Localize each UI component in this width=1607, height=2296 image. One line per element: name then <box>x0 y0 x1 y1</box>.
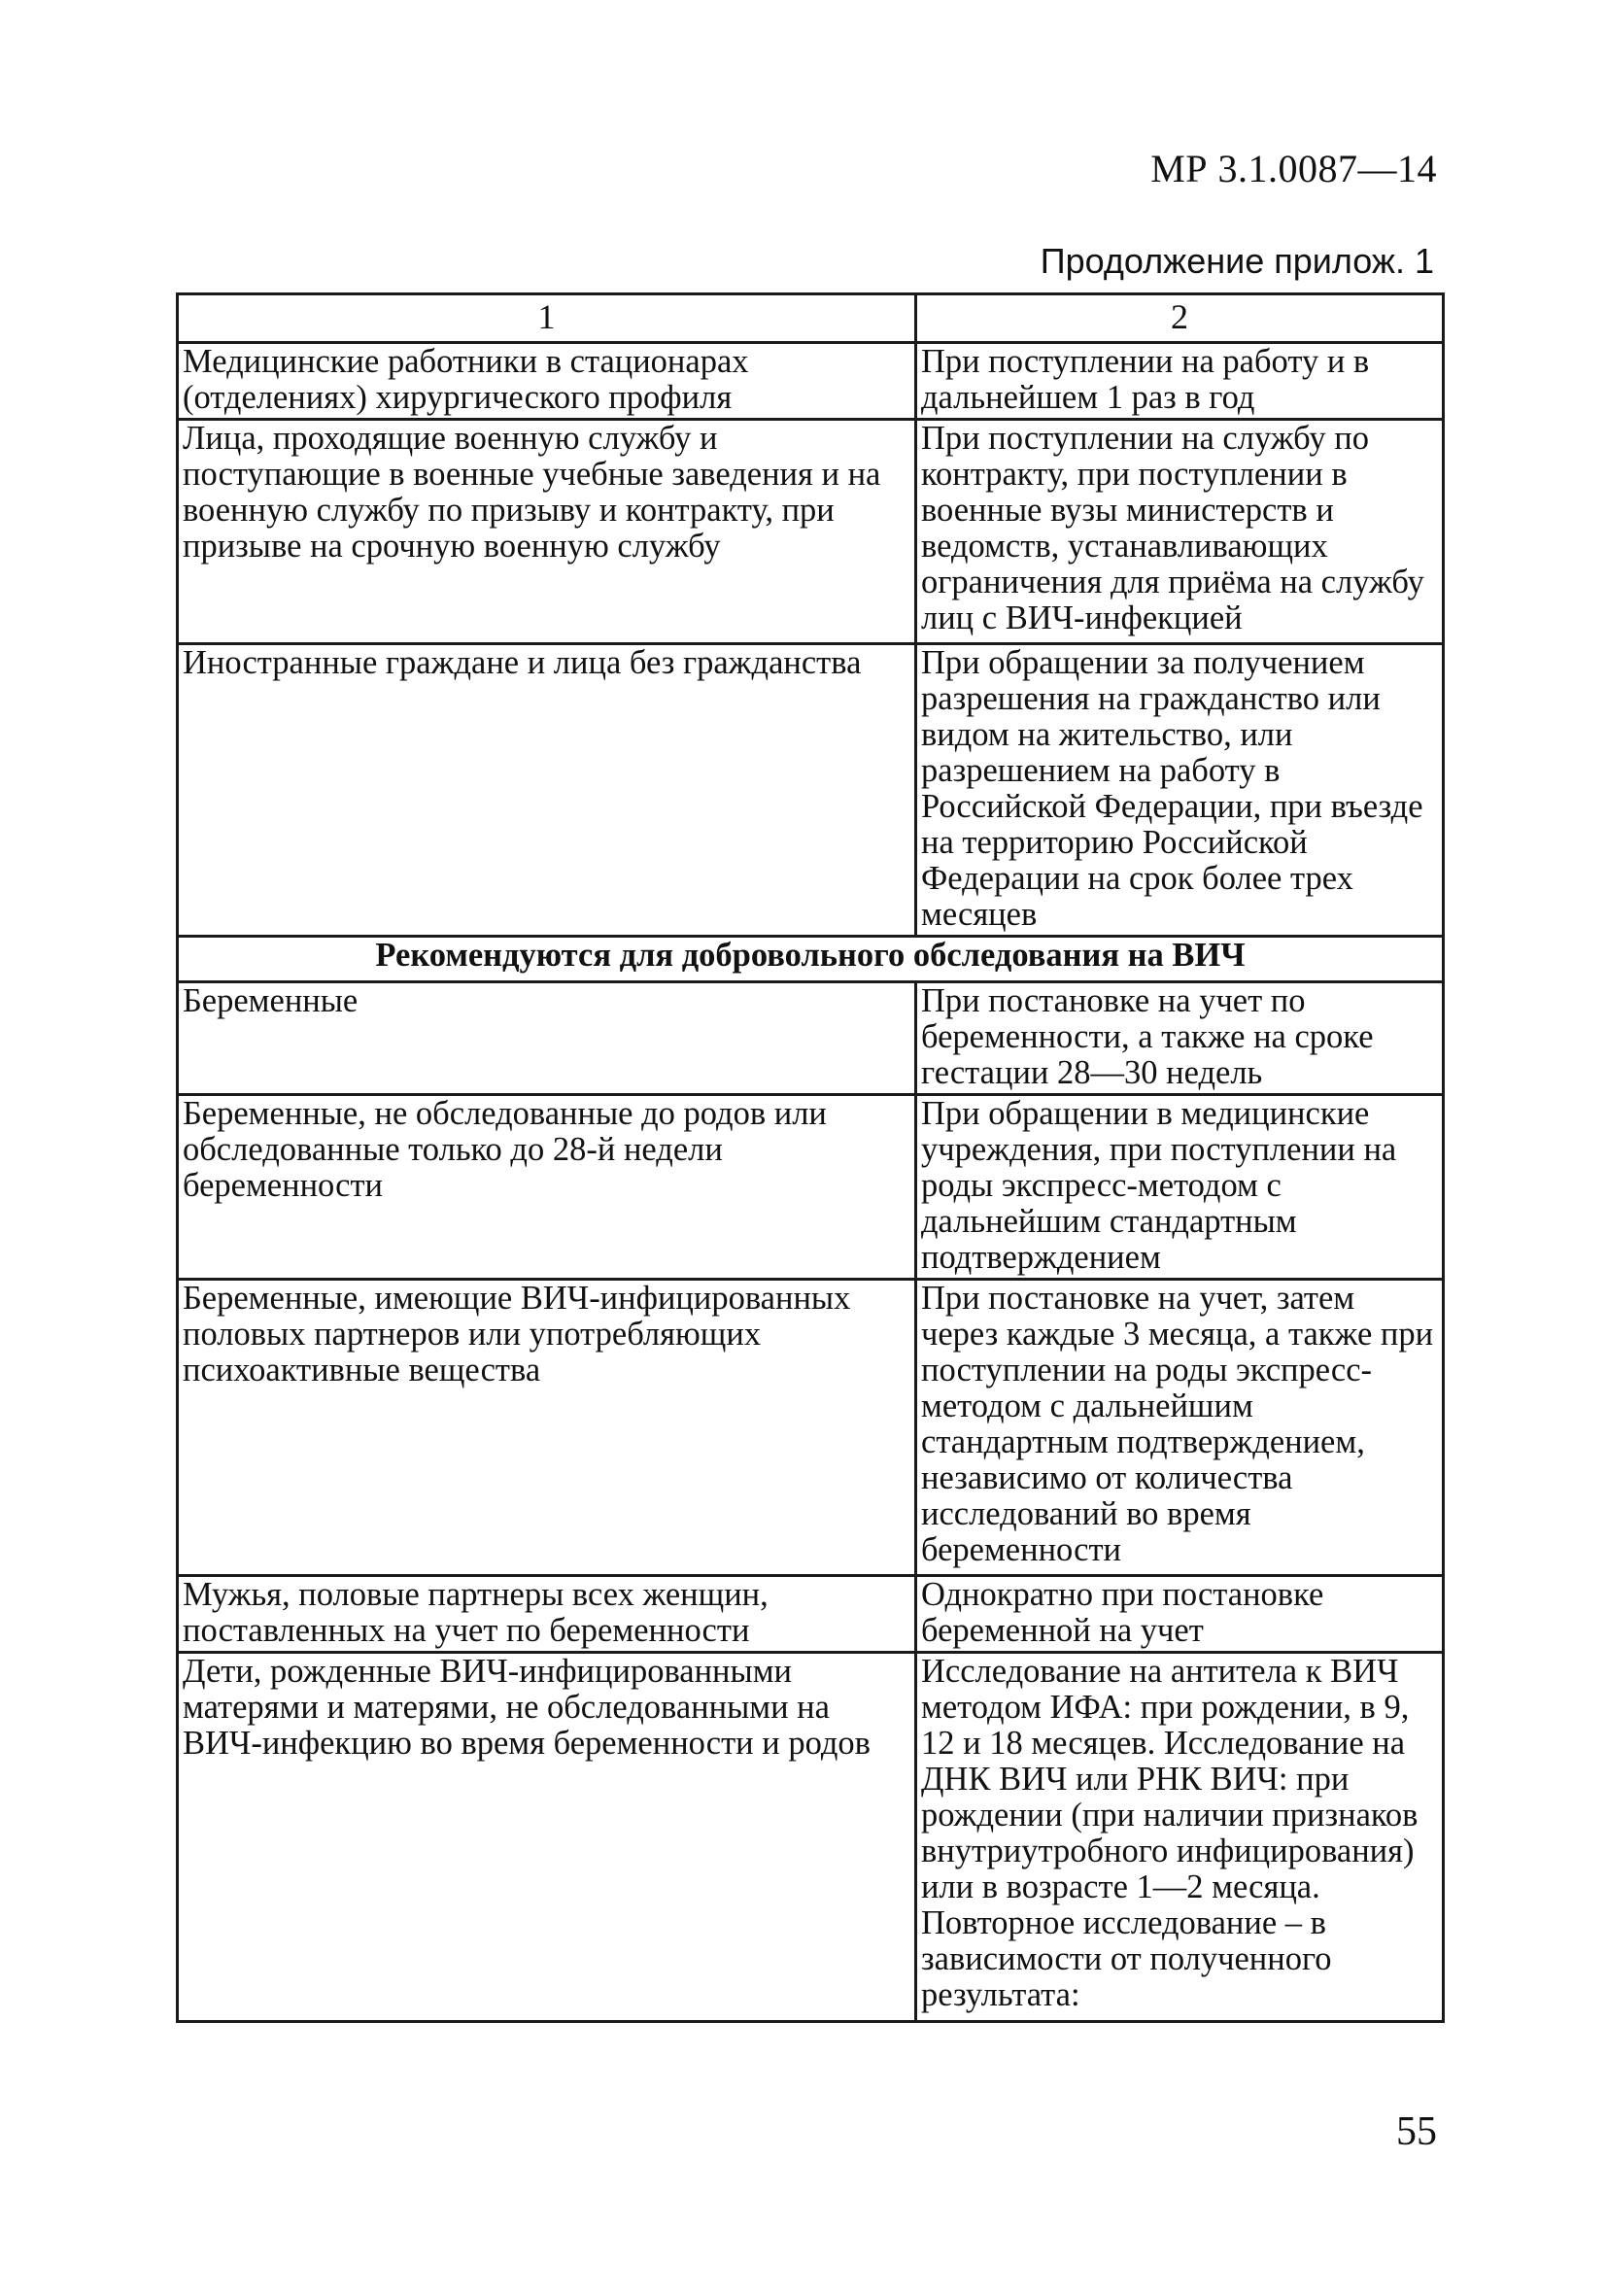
screening-table <box>176 292 1445 2023</box>
population-cell: Беременные, имеющие ВИЧ-инфицированных половых партнеров или употребляющих психоактивные вещества <box>178 1280 916 1576</box>
population-cell: Беременные <box>178 982 916 1095</box>
population-cell: Иностранные граждане и лица без гражданства <box>178 644 916 937</box>
table-row <box>178 1095 1444 1280</box>
section-title: Рекомендуются для добровольного обследования на ВИЧ <box>178 937 1444 982</box>
timing-cell: При обращении в медицинские учреждения, при поступлении на роды экспресс-методом с дальнейшим стандартным подтверждением <box>916 1095 1444 1280</box>
timing-cell: При поступлении на службу по контракту, при поступлении в военные вузы министерств и ведомств, устанавливающих ограничения для приёма на службу лиц с ВИЧ-инфекцией <box>916 420 1444 644</box>
table-row <box>178 343 1444 420</box>
population-cell: Дети, рожденные ВИЧ-инфицированными матерями и матерями, не обследованными на ВИЧ-инфекцию во время беременности и родов <box>178 1653 916 2022</box>
timing-cell: Однократно при постановке беременной на учет <box>916 1576 1444 1653</box>
page-number: 55 <box>1396 2109 1437 2154</box>
population-cell: Беременные, не обследованные до родов или обследованные только до 28-й недели беременности <box>178 1095 916 1280</box>
appendix-continuation-label: Продолжение прилож. 1 <box>1040 241 1434 281</box>
table-row <box>178 644 1444 937</box>
column-header-2: 2 <box>916 294 1444 343</box>
table-row <box>178 420 1444 644</box>
timing-cell: Исследование на антитела к ВИЧ методом ИФА: при рождении, в 9, 12 и 18 месяцев. Исследование на ДНК ВИЧ или РНК ВИЧ: при рождении (при наличии признаков внутриутробного инфицирования) или в возрасте 1—2 месяца. Повторное исследование – в зависимости от полученного результата: <box>916 1653 1444 2022</box>
section-header-row <box>178 937 1444 982</box>
timing-cell: При поступлении на работу и в дальнейшем 1 раз в год <box>916 343 1444 420</box>
table-header-row <box>178 294 1444 343</box>
table-row <box>178 1280 1444 1576</box>
table-row <box>178 982 1444 1095</box>
population-cell: Медицинские работники в стационарах (отделениях) хирургического профиля <box>178 343 916 420</box>
timing-cell: При обращении за получением разрешения на гражданство или видом на жительство, или разрешением на работу в Российской Федерации, при въезде на территорию Российской Федерации на срок более трех месяцев <box>916 644 1444 937</box>
document-code: МР 3.1.0087—14 <box>1150 147 1437 190</box>
population-cell: Лица, проходящие военную службу и поступающие в военные учебные заведения и на военную службу по призыву и контракту, при призыве на срочную военную службу <box>178 420 916 644</box>
column-header-1: 1 <box>178 294 916 343</box>
table-row <box>178 1653 1444 2022</box>
population-cell: Мужья, половые партнеры всех женщин, поставленных на учет по беременности <box>178 1576 916 1653</box>
timing-cell: При постановке на учет по беременности, а также на сроке гестации 28—30 недель <box>916 982 1444 1095</box>
table-row <box>178 1576 1444 1653</box>
timing-cell: При постановке на учет, затем через каждые 3 месяца, а также при поступлении на роды экспресс-методом с дальнейшим стандартным подтверждением, независимо от количества исследований во время беременности <box>916 1280 1444 1576</box>
